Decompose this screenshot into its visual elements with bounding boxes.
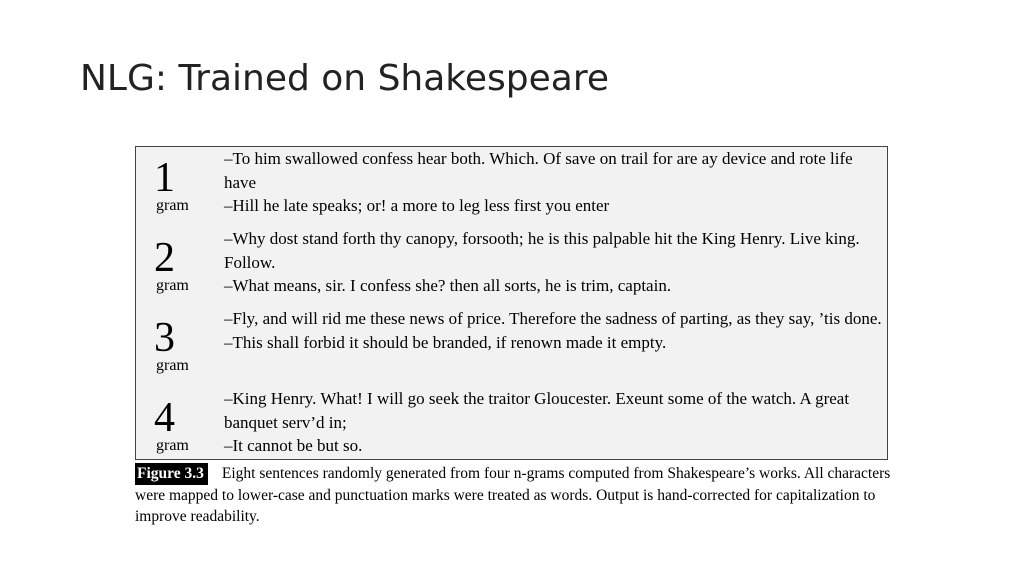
ngram-order-number: 1 xyxy=(154,155,175,201)
generated-sentence: –To him swallowed confess hear both. Which. Of save on trail for are ay device and rote life have xyxy=(224,149,853,192)
ngram-order-number: 2 xyxy=(154,235,175,281)
ngram-figure xyxy=(135,146,888,460)
ngram-order-number: 4 xyxy=(154,395,175,441)
caption-text: Eight sentences randomly generated from four n-grams computed from Shakespeare’s works. All characters were mapped to lower-case and punctuation marks were treated as words. Output is hand-corrected for capitalization to improve readability. xyxy=(135,465,891,525)
generated-sentences xyxy=(224,227,884,298)
ngram-unit-label: gram xyxy=(156,437,189,454)
ngram-row-1 xyxy=(136,147,887,227)
generated-sentences xyxy=(224,387,884,458)
generated-sentence: –It cannot be but so. xyxy=(224,436,363,455)
ngram-unit-label: gram xyxy=(156,357,189,374)
ngram-row-3 xyxy=(136,307,887,387)
ngram-order-number: 3 xyxy=(154,315,175,361)
generated-sentence: –Hill he late speaks; or! a more to leg less first you enter xyxy=(224,196,610,215)
generated-sentence: –Fly, and will rid me these news of price. Therefore the sadness of parting, as they say, ’tis done. xyxy=(224,309,882,328)
generated-sentence: –This shall forbid it should be branded, if renown made it empty. xyxy=(224,332,667,352)
generated-sentence: –What means, sir. I confess she? then all sorts, he is trim, captain. xyxy=(224,276,672,295)
ngram-unit-label: gram xyxy=(156,197,189,214)
ngram-unit-label: gram xyxy=(156,277,189,294)
slide-title: NLG: Trained on Shakespeare xyxy=(80,58,609,99)
ngram-row-2 xyxy=(136,227,887,307)
generated-sentences xyxy=(224,307,884,354)
generated-sentences xyxy=(224,147,884,218)
generated-sentence: –King Henry. What! I will go seek the traitor Gloucester. Exeunt some of the watch. A great banquet serv’d in; xyxy=(224,389,850,432)
figure-label: Figure 3.3 xyxy=(135,463,208,485)
ngram-row-4 xyxy=(136,387,887,467)
generated-sentence: –Why dost stand forth thy canopy, forsooth; he is this palpable hit the King Henry. Live king. Follow. xyxy=(224,229,860,272)
figure-caption xyxy=(135,463,895,528)
